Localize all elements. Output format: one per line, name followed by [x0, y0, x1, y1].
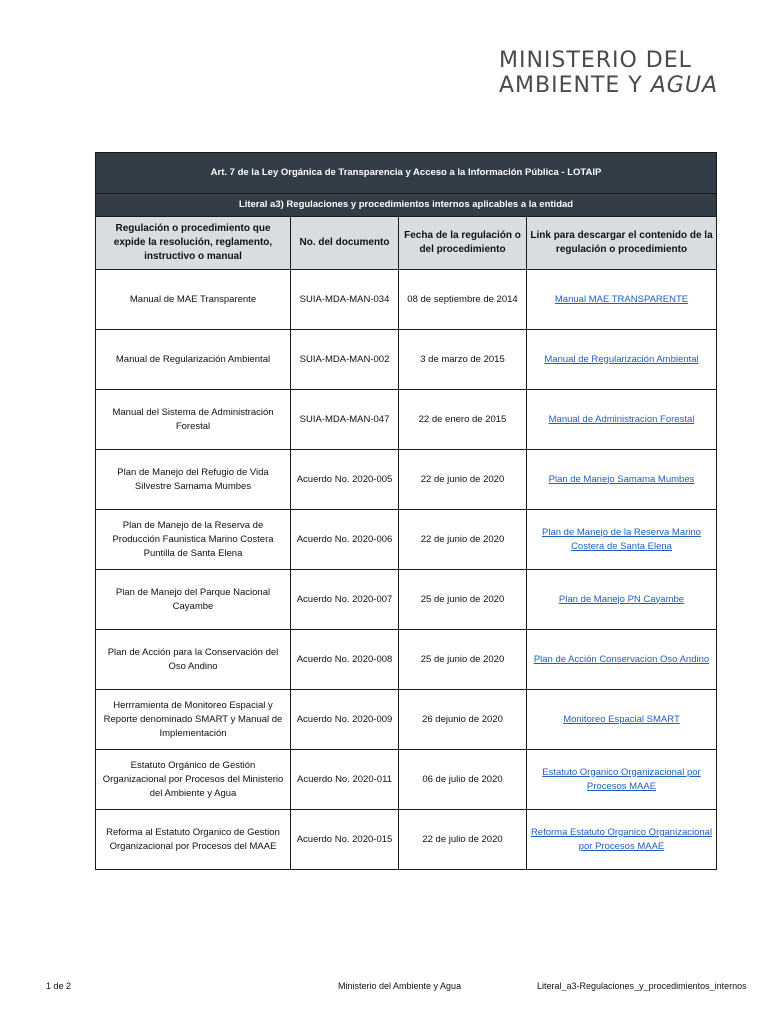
download-link[interactable]: Estatuto Organico Organizacional por Procesos MAAE — [542, 766, 701, 792]
download-link-cell — [527, 330, 717, 390]
column-header-row — [96, 217, 717, 270]
download-link-cell — [527, 570, 717, 630]
table-row — [96, 810, 717, 870]
regulation-name: Estatuto Orgánico de Gestión Organizacional por Procesos del Ministerio del Ambiente y Agua — [96, 750, 291, 810]
document-number: Acuerdo No. 2020-005 — [291, 450, 399, 510]
download-link-cell — [527, 450, 717, 510]
regulation-date: 22 de julio de 2020 — [399, 810, 527, 870]
table-title-row — [96, 153, 717, 194]
download-link[interactable]: Plan de Acción Conservacion Oso Andino — [533, 653, 710, 665]
regulation-name: Manual del Sistema de Administración Forestal — [96, 390, 291, 450]
document-number: SUIA-MDA-MAN-047 — [291, 390, 399, 450]
table-row — [96, 570, 717, 630]
ministry-logo — [499, 48, 759, 98]
regulation-name: Plan de Acción para la Conservación del Oso Andino — [96, 630, 291, 690]
regulation-name: Manual de Regularización Ambiental — [96, 330, 291, 390]
download-link[interactable]: Reforma Estatuto Organico Organizacional por Procesos MAAE — [530, 826, 713, 852]
document-number: Acuerdo No. 2020-006 — [291, 510, 399, 570]
download-link-cell — [527, 270, 717, 330]
regulation-name: Plan de Manejo del Refugio de Vida Silvestre Samama Mumbes — [96, 450, 291, 510]
regulation-date: 06 de julio de 2020 — [399, 750, 527, 810]
download-link[interactable]: Manual de Regularización Ambiental — [544, 353, 699, 365]
regulation-date: 08 de septiembre de 2014 — [399, 270, 527, 330]
table-row — [96, 450, 717, 510]
regulations-table — [95, 152, 717, 870]
regulation-date: 25 de junio de 2020 — [399, 630, 527, 690]
document-number: Acuerdo No. 2020-011 — [291, 750, 399, 810]
table-row — [96, 270, 717, 330]
download-link-cell — [527, 390, 717, 450]
download-link[interactable]: Plan de Manejo de la Reserva Marino Costera de Santa Elena — [542, 526, 701, 552]
table-subtitle-row — [96, 194, 717, 217]
document-number: Acuerdo No. 2020-015 — [291, 810, 399, 870]
logo-line-1: MINISTERIO DEL — [499, 48, 692, 73]
document-number: Acuerdo No. 2020-007 — [291, 570, 399, 630]
column-header-link: Link para descargar el contenido de la regulación o procedimiento — [527, 217, 717, 270]
download-link[interactable]: Manual de Administracion Forestal — [548, 413, 695, 425]
download-link-cell — [527, 690, 717, 750]
regulation-name: Plan de Manejo del Parque Nacional Cayambe — [96, 570, 291, 630]
regulation-date: 25 de junio de 2020 — [399, 570, 527, 630]
regulation-name: Reforma al Estatuto Organico de Gestion Organizacional por Procesos del MAAE — [96, 810, 291, 870]
column-header-date: Fecha de la regulación o del procedimiento — [399, 217, 527, 270]
table-row — [96, 630, 717, 690]
column-header-document-number: No. del documento — [291, 217, 399, 270]
logo-line-2 — [499, 73, 759, 98]
logo-line-2-a: AMBIENTE Y — [499, 73, 643, 98]
download-link[interactable]: Plan de Manejo Samama Mumbes — [548, 473, 695, 485]
table-title: Art. 7 de la Ley Orgánica de Transparencia y Acceso a la Información Pública - LOTAIP — [96, 153, 717, 194]
download-link-cell — [527, 750, 717, 810]
footer-page-number: 1 de 2 — [46, 981, 72, 991]
regulation-name: Plan de Manejo de la Reserva de Producción Faunistica Marino Costera Puntilla de Santa Elena — [96, 510, 291, 570]
column-header-regulation: Regulación o procedimiento que expide la resolución, reglamento, instructivo o manual — [96, 217, 291, 270]
logo-line-2-b: AGUA — [650, 73, 718, 98]
table-subtitle: Literal a3) Regulaciones y procedimientos internos aplicables a la entidad — [96, 194, 717, 217]
document-number: Acuerdo No. 2020-009 — [291, 690, 399, 750]
download-link[interactable]: Manual MAE TRANSPARENTE — [554, 293, 689, 305]
footer-file-name: Literal_a3-Regulaciones_y_procedimientos_internos — [537, 981, 747, 991]
regulation-name: Manual de MAE Transparente — [96, 270, 291, 330]
table-row — [96, 750, 717, 810]
document-number: SUIA-MDA-MAN-034 — [291, 270, 399, 330]
download-link-cell — [527, 630, 717, 690]
table-row — [96, 690, 717, 750]
table-row — [96, 510, 717, 570]
regulation-date: 22 de enero de 2015 — [399, 390, 527, 450]
regulation-name: Herrramienta de Monitoreo Espacial y Reporte denominado SMART y Manual de Implementación — [96, 690, 291, 750]
table-row — [96, 390, 717, 450]
regulation-date: 22 de junio de 2020 — [399, 510, 527, 570]
footer-organization: Ministerio del Ambiente y Agua — [338, 981, 462, 991]
regulation-date: 22 de junio de 2020 — [399, 450, 527, 510]
download-link-cell — [527, 810, 717, 870]
download-link-cell — [527, 510, 717, 570]
download-link[interactable]: Monitoreo Espacial SMART — [563, 713, 680, 725]
regulation-date: 3 de marzo de 2015 — [399, 330, 527, 390]
regulation-date: 26 dejunio de 2020 — [399, 690, 527, 750]
table-row — [96, 330, 717, 390]
document-number: SUIA-MDA-MAN-002 — [291, 330, 399, 390]
download-link[interactable]: Plan de Manejo PN Cayambe — [558, 593, 685, 605]
document-number: Acuerdo No. 2020-008 — [291, 630, 399, 690]
